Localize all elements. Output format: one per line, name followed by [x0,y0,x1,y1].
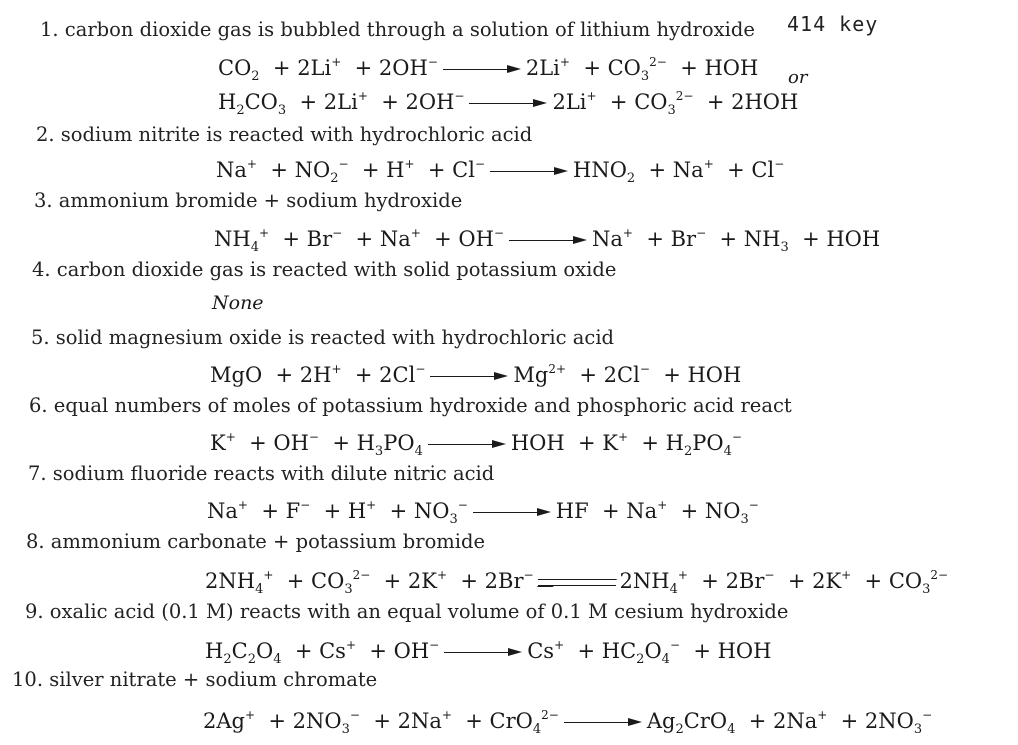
reaction-arrow-icon [564,717,642,729]
equation-9: $H_2C_2O_4 + Cs^+ + OH^-$ $Cs^+ + HC_2O_4^-$ + HOH [205,638,772,667]
answer-key-label: 414 key [787,12,879,36]
reaction-arrow-icon [430,371,508,383]
question-5: 5. solid magnesium oxide is reacted with hydrochloric acid [31,326,615,349]
equation-3: $NH_4^+ + Br^- + Na^+ + OH^-$ $Na^+ + Br^- + NH_3$ + HOH [214,226,881,255]
reaction-arrow-icon [490,166,568,178]
reaction-arrow-icon [509,235,587,247]
question-3: 3. ammonium bromide + sodium hydroxide [34,189,463,212]
equation-4: None [212,292,264,314]
reaction-arrow-icon [443,64,521,76]
equation-6: $K^+ + OH^- + H_3PO_4$ HOH + $K^+ + H_2PO_4^-$ [210,430,742,459]
reaction-arrow-icon [444,647,522,659]
equation-1b: $H_2CO_3 + 2Li^+ + 2OH^-$ $2Li^+ + CO_3^{2-} + 2HOH$ [218,89,799,118]
equation-1a: $CO_2 + 2Li^+ + 2OH^-$ $2Li^+ + CO_3^{2-}$ + HOH [218,55,759,84]
question-8: 8. ammonium carbonate + potassium bromide [26,530,486,553]
or-label: or [788,67,808,88]
question-7: 7. sodium fluoride reacts with dilute nitric acid [28,462,495,485]
question-2: 2. sodium nitrite is reacted with hydrochloric acid [36,123,533,146]
question-10: 10. silver nitrate + sodium chromate [12,668,378,691]
reaction-arrow-icon [473,507,551,519]
equilibrium-arrow-icon [538,576,616,590]
equation-5: MgO + 2H+ + 2Cl− $Mg^{2+} + 2Cl^-$ + HOH [210,362,742,387]
equation-10: $2Ag^+ + 2NO_3^- + 2Na^+ + CrO_4^{2-}$ $Ag_2CrO_4 + 2Na^+ + 2NO_3^-$ [203,708,933,737]
question-4: 4. carbon dioxide gas is reacted with solid potassium oxide [32,258,617,281]
equation-8: $2NH_4^+ + CO_3^{2-} + 2K^+ + 2Br^-$ $2NH_4^+ + 2Br^- + 2K^+ + CO_3^{2-}$ [205,568,949,597]
question-6: 6. equal numbers of moles of potassium hydroxide and phosphoric acid react [29,394,792,417]
question-9: 9. oxalic acid (0.1 M) reacts with an equal volume of 0.1 M cesium hydroxide [25,600,789,623]
reaction-arrow-icon [428,439,506,451]
equation-7: $Na^+ + F^- + H^+ + NO_3^-$ HF + $Na^+ + NO_3^-$ [207,498,759,527]
reaction-arrow-icon [469,98,547,110]
equation-2: $Na^+ + NO_2^- + H^+ + Cl^-$ $HNO_2 + Na^+ + Cl^-$ [216,157,785,186]
question-1: 1. carbon dioxide gas is bubbled through a solution of lithium hydroxide [40,18,755,41]
